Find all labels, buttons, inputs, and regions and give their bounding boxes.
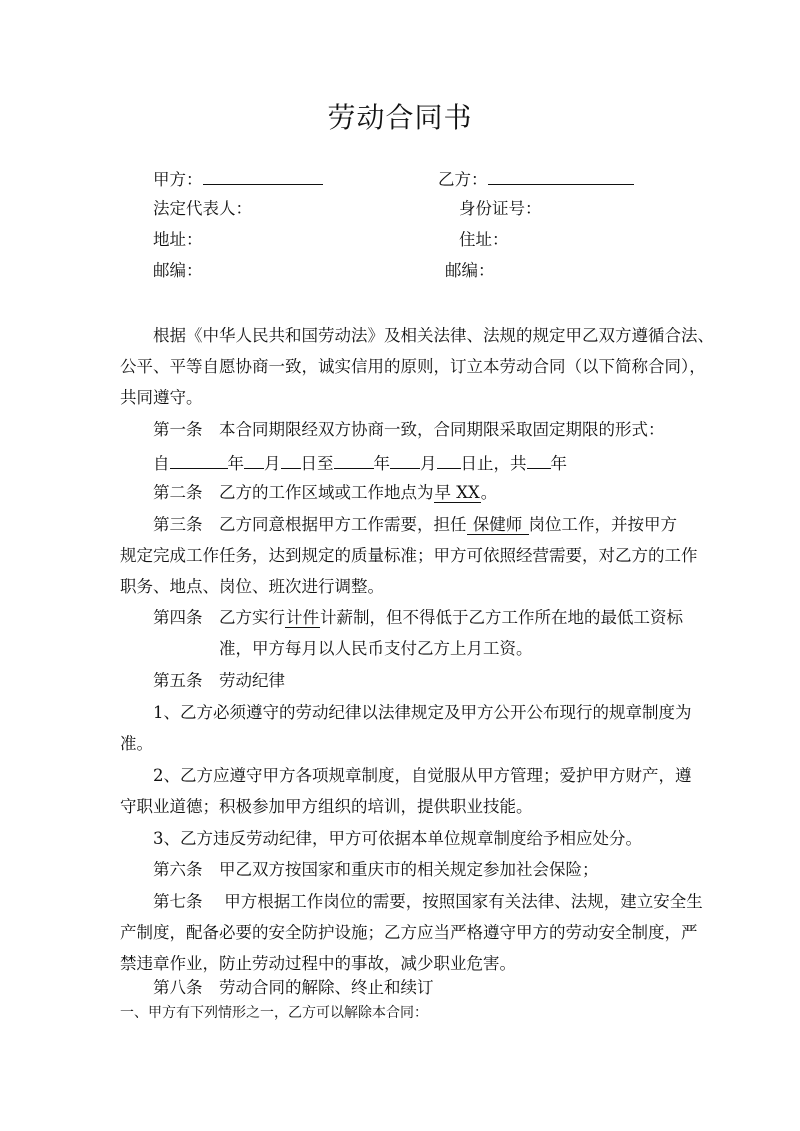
- article-4-suffix: 计薪制，但不得低于乙方工作所在地的最低工资标: [320, 608, 683, 627]
- article-1-line-1: 第一条 本合同期限经双方协商一致，合同期限采取固定期限的形式：: [153, 420, 665, 439]
- article-5-item-1-line-1: 1、乙方必须遵守的劳动纪律以法律规定及甲方公开公布现行的规章制度为: [153, 703, 692, 722]
- article-3-line-1: [153, 515, 677, 535]
- party-b-label: 乙方：: [438, 170, 488, 189]
- postcode-b-label: 邮编：: [445, 261, 495, 280]
- article-6: 第六条 甲乙双方按国家和重庆市的相关规定参加社会保险；: [153, 860, 599, 879]
- article-4-line-1: [153, 608, 683, 628]
- term-month-2: 月: [420, 454, 437, 473]
- preamble-line-1: 根据《中华人民共和国劳动法》及相关法律、法规的规定甲乙双方遵循合法、: [153, 326, 714, 345]
- party-b-row: [438, 168, 634, 190]
- party-b-blank: [488, 168, 634, 185]
- end-day-blank: [437, 452, 461, 469]
- start-year-blank: [170, 452, 228, 469]
- article-4-line-2: 准，甲方每月以人民币支付乙方上月工资。: [219, 639, 533, 658]
- address-label: 地址：: [153, 230, 203, 249]
- article-5-heading: 第五条 劳动纪律: [153, 671, 285, 690]
- total-years-blank: [527, 452, 551, 469]
- start-day-blank: [281, 452, 301, 469]
- article-2-text: 第二条 乙方的工作区域或工作地点为: [153, 483, 434, 502]
- term-day-end: 日止，共: [460, 454, 527, 473]
- legal-rep-label: 法定代表人：: [153, 199, 252, 218]
- article-5-item-2-line-1: 2、乙方应遵守甲方各项规章制度，自觉服从甲方管理；爱护甲方财产，遵: [153, 766, 692, 785]
- term-day-to: 日至: [300, 454, 334, 473]
- article-3-line-2: 规定完成工作任务，达到规定的质量标准；甲方可依照经营需要，对乙方的工作: [120, 546, 698, 565]
- article-3-suffix: 岗位工作，并按甲方: [528, 515, 677, 534]
- work-location-value: 早 XX: [434, 483, 480, 502]
- term-month-1: 月: [264, 454, 281, 473]
- residence-label: 住址：: [459, 230, 509, 249]
- preamble-line-2: 公平、平等自愿协商一致，诚实信用的原则，订立本劳动合同（以下简称合同），: [120, 357, 706, 376]
- party-a-label: 甲方：: [153, 170, 203, 189]
- article-5-item-1-line-2: 准。: [120, 734, 153, 753]
- article-2: [153, 483, 497, 503]
- start-month-blank: [244, 452, 264, 469]
- article-8-sub-1: 一、甲方有下列情形之一，乙方可以解除本合同：: [120, 1005, 428, 1021]
- article-7-line-1: 第七条 甲方根据工作岗位的需要，按照国家有关法律、法规，建立安全生: [153, 892, 703, 911]
- party-a-row: [153, 168, 323, 190]
- end-month-blank: [390, 452, 420, 469]
- article-7-line-2: 产制度，配备必要的安全防护设施；乙方应当严格遵守甲方的劳动安全制度，严: [120, 923, 698, 942]
- term-year-2: 年: [373, 454, 390, 473]
- article-3-text: 第三条 乙方同意根据甲方工作需要，担任: [153, 515, 467, 534]
- term-from: 自: [153, 454, 170, 473]
- article-2-suffix: 。: [480, 483, 498, 502]
- article-1-term-line: [153, 452, 567, 474]
- term-year-total: 年: [550, 454, 567, 473]
- page-title: 劳动合同书: [327, 101, 473, 134]
- article-4-text: 第四条 乙方实行: [153, 608, 285, 627]
- id-number-label: 身份证号：: [459, 199, 542, 218]
- party-a-blank: [203, 168, 323, 185]
- job-position-value: 保健师: [467, 515, 528, 534]
- article-3-line-3: 职务、地点、岗位、班次进行调整。: [120, 577, 384, 596]
- postcode-a-label: 邮编：: [153, 261, 203, 280]
- article-8-heading: 第八条 劳动合同的解除、终止和续订: [153, 978, 434, 997]
- wage-type-value: 计件: [286, 608, 319, 627]
- preamble-line-3: 共同遵守。: [120, 388, 203, 407]
- article-5-item-2-line-2: 守职业道德；积极参加甲方组织的培训，提供职业技能。: [120, 797, 533, 816]
- end-year-blank: [334, 452, 374, 469]
- article-7-line-3: 禁违章作业，防止劳动过程中的事故，减少职业危害。: [120, 954, 516, 973]
- article-5-item-3: 3、乙方违反劳动纪律，甲方可依据本单位规章制度给予相应处分。: [153, 829, 642, 848]
- term-year-1: 年: [227, 454, 244, 473]
